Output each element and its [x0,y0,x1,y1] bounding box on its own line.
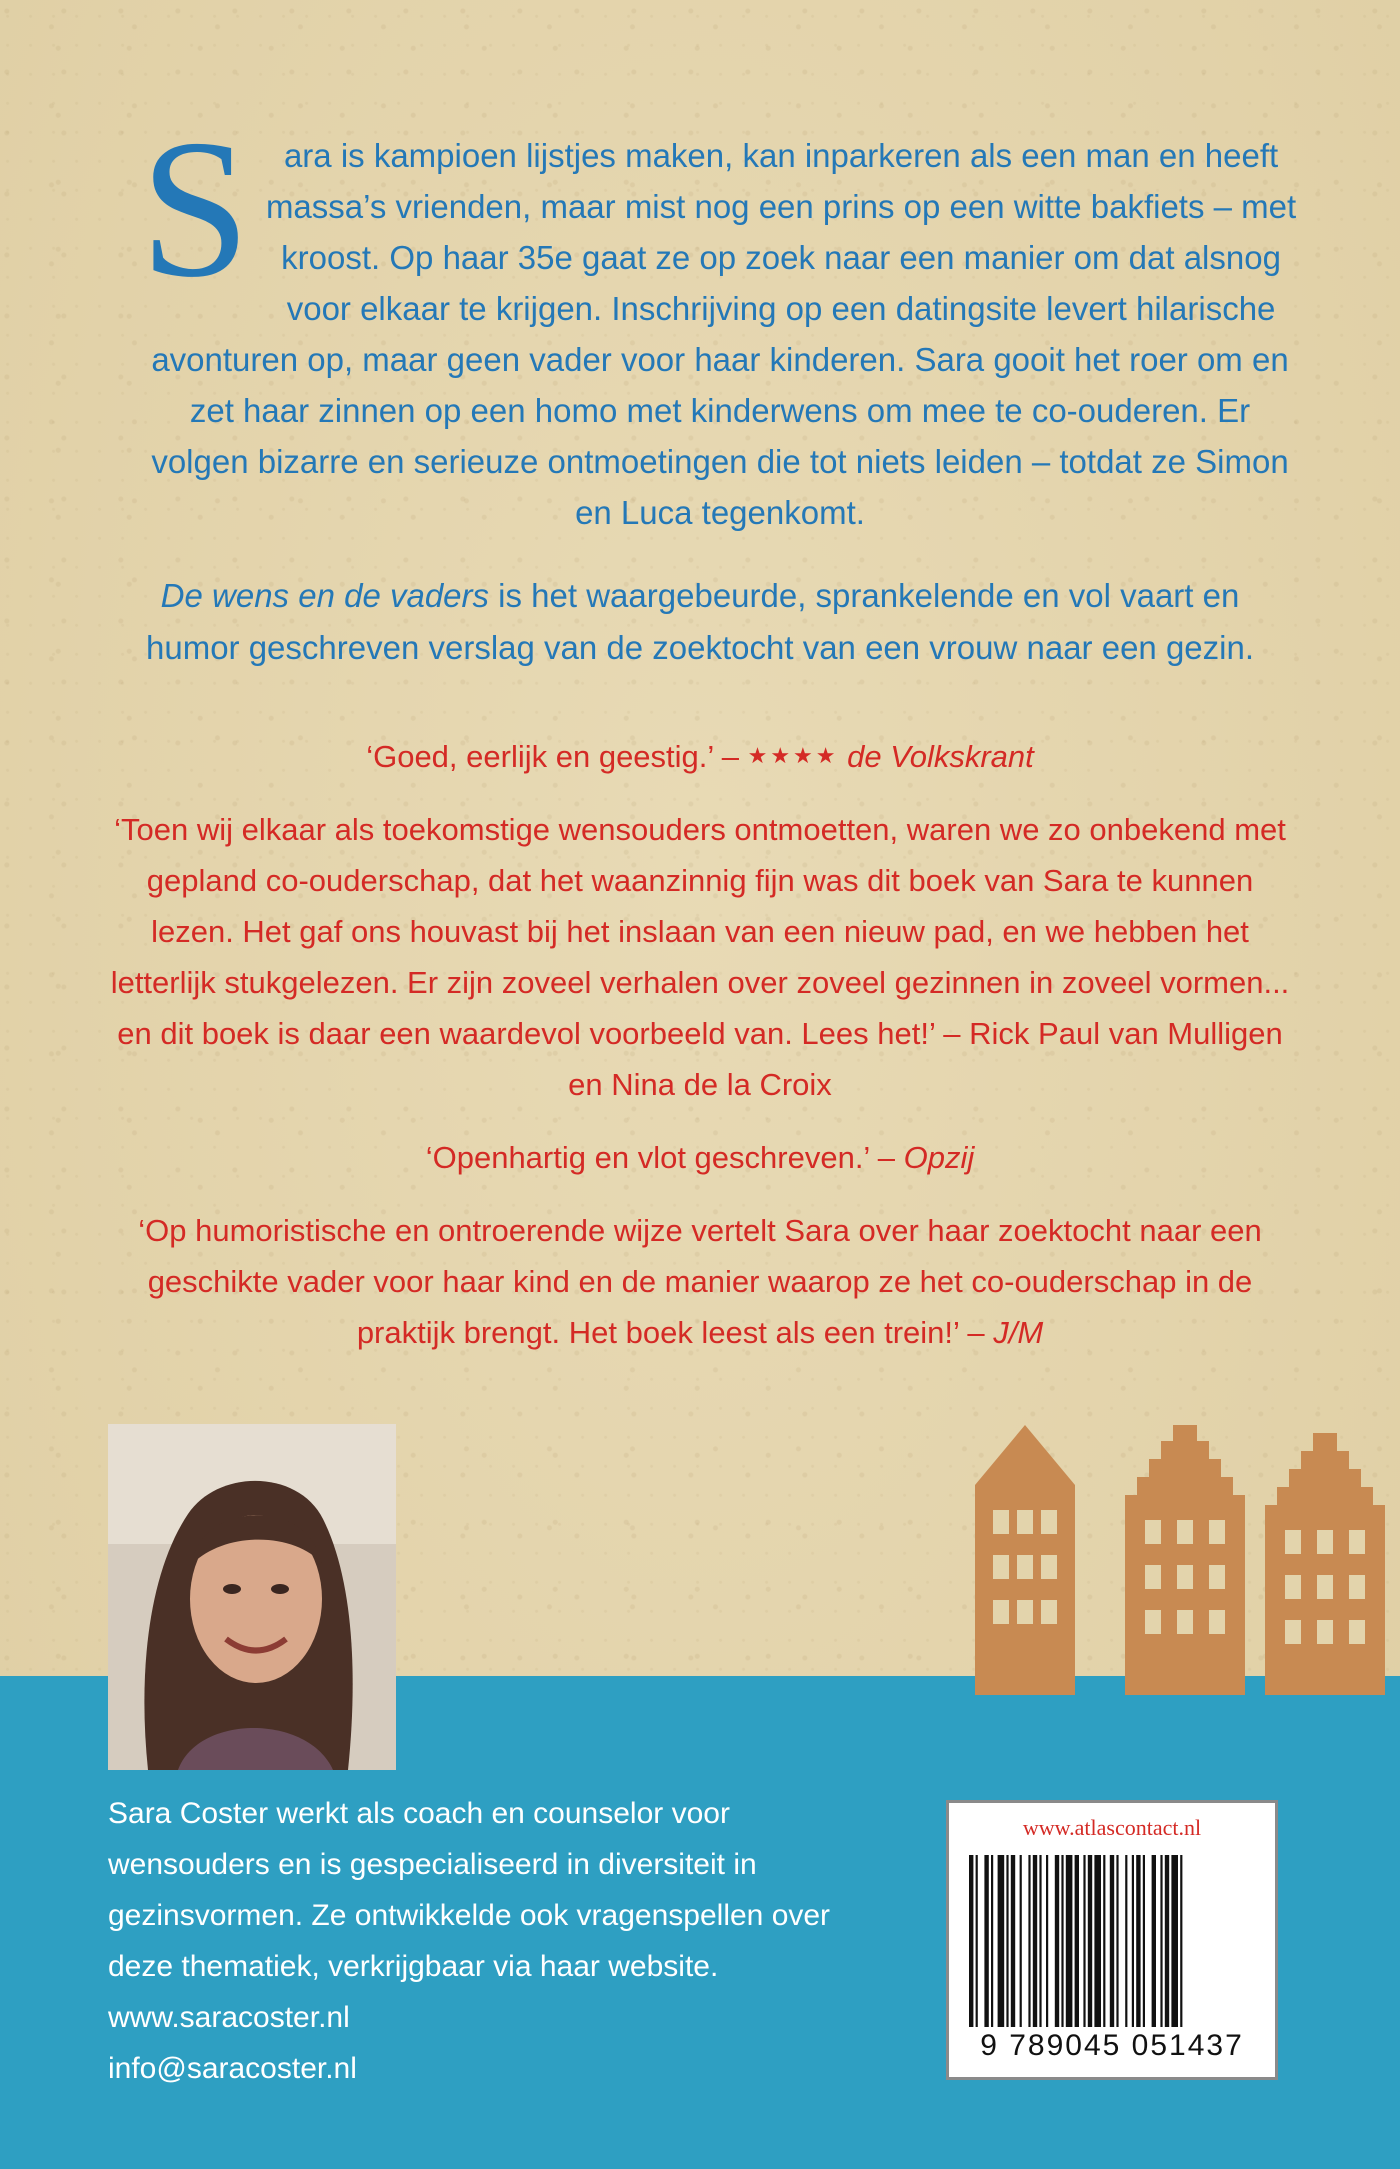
blurb-text-1: ara is kampioen lijstjes maken, kan inparkeren als een man en heeft massa’s vrienden, maar mist nog een prins op een witte bakfiets – met kroost. Op haar 35e gaat ze op zoek naar een manier om dat alsnog voor elkaar te krijgen. Inschrijving op een datingsite levert hilarische avonturen op, maar geen vader voor haar kinderen. Sara gooit het roer om en zet haar zinnen op een homo met kinderwens om mee te co-ouderen. Er volgen bizarre en serieuze ontmoetingen die tot niets leiden – totdat ze Simon en Luca tegenkomt. [151,137,1297,531]
barcode-bars-icon [967,1855,1259,2027]
quote-opzij: ‘Openhartig en vlot geschreven.’ – Opzij [425,1140,975,1175]
author-bio-text: Sara Coster werkt als coach en counselor voor wensouders en is gespecialiseerd in diversiteit in gezinsvormen. Ze ontwikkelde ook vragenspellen over deze thematiek, verkrijgbaar via haar website. [108,1797,831,1983]
barcode-bar [1136,1855,1140,2027]
drop-cap: S [140,99,251,318]
barcode-bar [1143,1855,1145,2027]
barcode-bar [998,1855,1005,2027]
author-photo [108,1424,396,1770]
barcode-bar [1033,1855,1037,2027]
barcode-bar [1152,1855,1156,2027]
canal-houses-illustration [975,1425,1400,1695]
barcode-bar [1116,1855,1118,2027]
barcode-bar [1094,1855,1101,2027]
barcode-bar [991,1855,993,2027]
barcode-bar [1020,1855,1022,2027]
barcode-bar [1006,1855,1008,2027]
barcode-bar [1046,1855,1048,2027]
barcode-bar [1132,1855,1134,2027]
quote-source: de Volkskrant [838,739,1034,774]
blurb-paragraph-1 [140,99,1300,538]
barcode-bar [1088,1855,1092,2027]
blurb-text-2: is het waargebeurde, sprankelende en vol vaart en humor geschreven verslag van de zoektocht van een vrouw naar een gezin. [146,577,1254,666]
blurb-paragraph-2 [120,570,1280,674]
book-title: De wens en de vaders [160,577,490,614]
barcode-bar [1125,1855,1127,2027]
quote-mulligen-croix: ‘Toen wij elkaar als toekomstige wensouders ontmoetten, waren we zo onbekend met gepland co-ouderschap, dat het waanzinnig fijn was dit boek van Sara te kunnen lezen. Het gaf ons houvast bij het inslaan van een nieuw pad, en we hebben het letterlijk stukgelezen. Er zijn zoveel verhalen over zoveel gezinnen in zoveel vormen... en dit boek is daar een waardevol voorbeeld van. Lees het!’ – Rick Paul van Mulligen en Nina de la Croix [110,812,1290,1102]
barcode-bar [1055,1855,1059,2027]
isbn-digits: 9 789045 051437 [980,2029,1244,2062]
barcode-bar [1171,1855,1178,2027]
barcode-bar [1028,1855,1030,2027]
barcode-bar [1160,1855,1162,2027]
barcode-bar [1075,1855,1079,2027]
barcode-bar [1066,1855,1073,2027]
barcode-bar [984,1855,988,2027]
quote-jm: ‘Op humoristische en ontroerende wijze vertelt Sara over haar zoektocht naar een geschikte vader voor haar kind en de manier waarop ze het co-ouderschap in de praktijk brengt. Het boek leest als een trein!’ – J/M [138,1213,1262,1350]
author-email: info@saracoster.nl [108,2052,357,2085]
barcode-bar [976,1855,978,2027]
author-bio [108,1788,898,2094]
quote-source: J/M [993,1315,1044,1350]
rating-stars-icon: ★★★★ [747,743,839,768]
barcode-bar [1165,1855,1169,2027]
author-website: www.saracoster.nl [108,2001,350,2034]
review-quotes [110,730,1290,1380]
barcode-bar [969,1855,973,2027]
barcode-bar [1110,1855,1114,2027]
barcode-bar [1103,1855,1105,2027]
barcode-bar [1061,1855,1063,2027]
barcode-bar [1083,1855,1085,2027]
barcode-bar [1011,1855,1015,2027]
barcode-bar [1039,1855,1041,2027]
barcode-bar [1180,1855,1182,2027]
quote-source: Opzij [903,1140,975,1175]
isbn-barcode [946,1800,1278,2080]
publisher-url: www.atlascontact.nl [1022,1815,1202,1840]
quote-volkskrant: ‘Goed, eerlijk en geestig.’ – ★★★★ de Volkskrant [366,739,1034,774]
